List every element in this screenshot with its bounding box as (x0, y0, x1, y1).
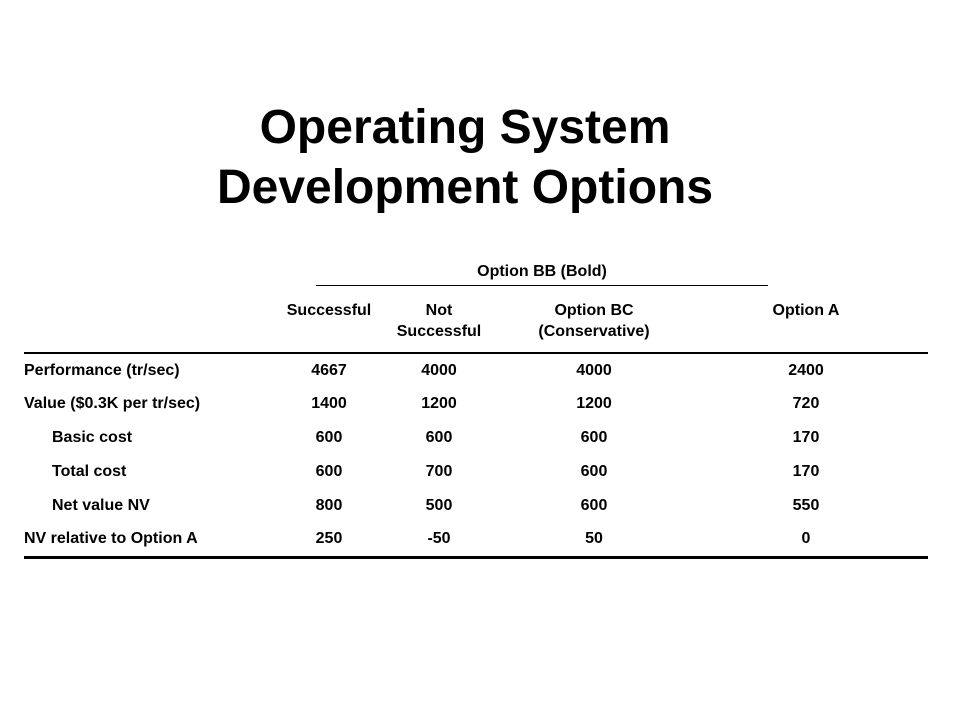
group-header-rule (316, 285, 768, 286)
header-successful: Successful (286, 302, 372, 319)
slide-title-line-2: Development Options (216, 161, 714, 214)
cell-value: 4000 (576, 361, 612, 379)
cell-value: 4000 (421, 361, 457, 379)
slide-title-line-1: Operating System (259, 101, 671, 154)
cell-value: 500 (425, 497, 453, 514)
header-option-bc-line-1: Option BC (554, 302, 634, 319)
cell-value: 250 (315, 530, 343, 548)
table-header-row (24, 300, 928, 353)
cell-value: 700 (425, 463, 453, 480)
header-option-a: Option A (772, 302, 840, 319)
cell-value: 600 (315, 429, 343, 446)
cell-value: 600 (580, 497, 608, 514)
header-cell-blank (24, 300, 284, 353)
cell-value: 50 (585, 530, 603, 548)
slide-title (0, 98, 930, 218)
cell-value: 600 (425, 429, 453, 446)
table-row (24, 455, 928, 489)
table-row (24, 353, 928, 387)
table-row (24, 421, 928, 455)
cell-value: 550 (792, 497, 820, 514)
cell-value: 2400 (788, 361, 824, 379)
header-option-bc-line-2: (Conservative) (538, 323, 650, 340)
cell-value: -50 (427, 530, 451, 548)
header-not-successful-line-2: Successful (396, 323, 482, 340)
row-label: Basic cost (52, 429, 133, 446)
cell-value: 600 (315, 463, 343, 480)
header-not-successful (374, 300, 504, 353)
table-row (24, 523, 928, 557)
row-label: Net value NV (52, 497, 150, 514)
cell-value: 170 (792, 463, 820, 480)
cell-value: 600 (580, 429, 608, 446)
row-label: Performance (tr/sec) (24, 361, 180, 379)
row-label: Value ($0.3K per tr/sec) (24, 395, 201, 412)
row-label: Total cost (52, 463, 127, 480)
table-row (24, 489, 928, 523)
cell-value: 170 (792, 429, 820, 446)
row-label: NV relative to Option A (24, 530, 198, 548)
cell-value: 1200 (421, 395, 457, 412)
cell-value: 1400 (311, 395, 347, 412)
cell-value: 720 (792, 395, 820, 412)
options-table (24, 300, 928, 559)
header-not-successful-line-1: Not (425, 302, 453, 319)
cell-value: 4667 (311, 361, 347, 379)
table-row (24, 387, 928, 421)
cell-value: 600 (580, 463, 608, 480)
group-header-option-bb: Option BB (Bold) (477, 263, 607, 280)
cell-value: 0 (801, 530, 811, 548)
cell-value: 1200 (576, 395, 612, 412)
header-option-bc (504, 300, 684, 353)
cell-value: 800 (315, 497, 343, 514)
